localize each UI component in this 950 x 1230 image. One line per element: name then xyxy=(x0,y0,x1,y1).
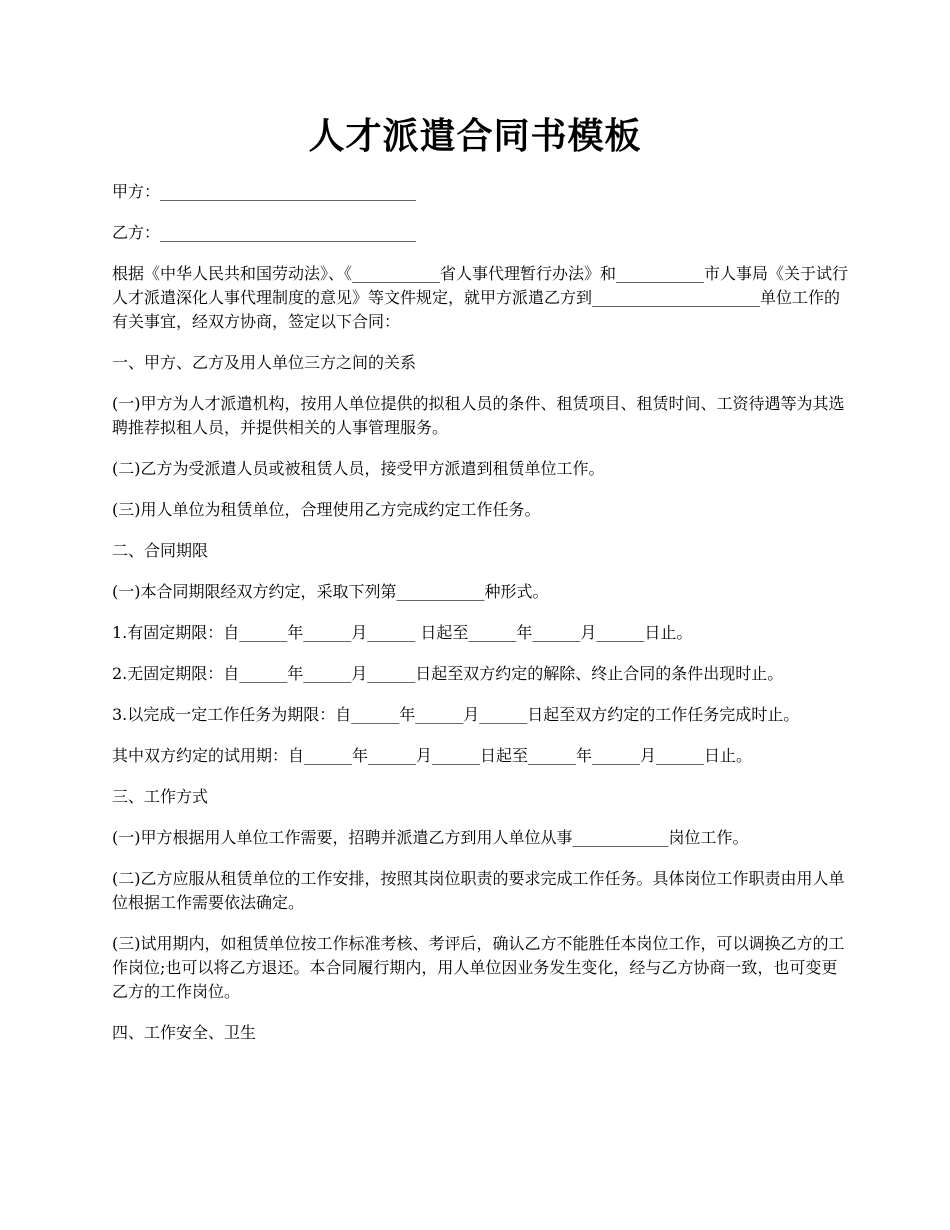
clause-paragraph: 2.无固定期限：自______年______月______日起至双方约定的解除、终止合同的条件出现时止。 xyxy=(112,664,784,683)
document-body xyxy=(112,180,850,1062)
document-title: 人才派遣合同书模板 xyxy=(308,115,642,157)
clause-paragraph: (一)甲方为人才派遣机构，按用人单位提供的拟租人员的条件、租赁项目、租赁时间、工资待遇等为其选聘推荐拟租人员，并提供相关的人事管理服务。 xyxy=(112,394,845,437)
preamble-paragraph: 根据《中华人民共和国劳动法》、《___________省人事代理暂行办法》和___________市人事局《关于试行人才派遣深化人事代理制度的意见》等文件规定，就甲方派遣乙方到_____________________单位工作的有关事宜，经双方协商，签定以下合同： xyxy=(112,264,849,331)
clause-paragraph: (三)用人单位为租赁单位，合理使用乙方完成约定工作任务。 xyxy=(112,500,541,519)
clause-paragraph: (二)乙方应服从租赁单位的工作安排，按照其岗位职责的要求完成工作任务。具体岗位工作职责由用人单位根据工作需要依法确定。 xyxy=(112,869,845,912)
section-heading: 二、合同期限 xyxy=(112,541,209,560)
clause-paragraph: (三)试用期内，如租赁单位按工作标准考核、考评后，确认乙方不能胜任本岗位工作，可以调换乙方的工作岗位;也可以将乙方退还。本合同履行期内，用人单位因业务发生变化，经与乙方协商一致，也可变更乙方的工作岗位。 xyxy=(112,934,845,1001)
clause-paragraph: (二)乙方为受派遣人员或被租赁人员，接受甲方派遣到租赁单位工作。 xyxy=(112,459,605,478)
clause-paragraph: 3.以完成一定工作任务为期限：自______年______月______日起至双方约定的工作任务完成时止。 xyxy=(112,705,800,724)
clause-paragraph: (一)本合同期限经双方约定，采取下列第___________种形式。 xyxy=(112,582,549,601)
clause-paragraph: 1.有固定期限：自______年______月______ 日起至______年______月______日止。 xyxy=(112,623,693,642)
party-b-line: 乙方：________________________________ xyxy=(112,223,417,242)
clause-paragraph: 其中双方约定的试用期：自______年______月______日起至______年______月______日止。 xyxy=(112,746,753,765)
party-a-line: 甲方：________________________________ xyxy=(112,182,417,201)
section-heading: 三、工作方式 xyxy=(112,787,209,806)
section-heading: 一、甲方、乙方及用人单位三方之间的关系 xyxy=(112,353,417,372)
section-heading: 四、工作安全、卫生 xyxy=(112,1023,257,1042)
clause-paragraph: (一)甲方根据用人单位工作需要，招聘并派遣乙方到用人单位从事____________岗位工作。 xyxy=(112,828,749,847)
